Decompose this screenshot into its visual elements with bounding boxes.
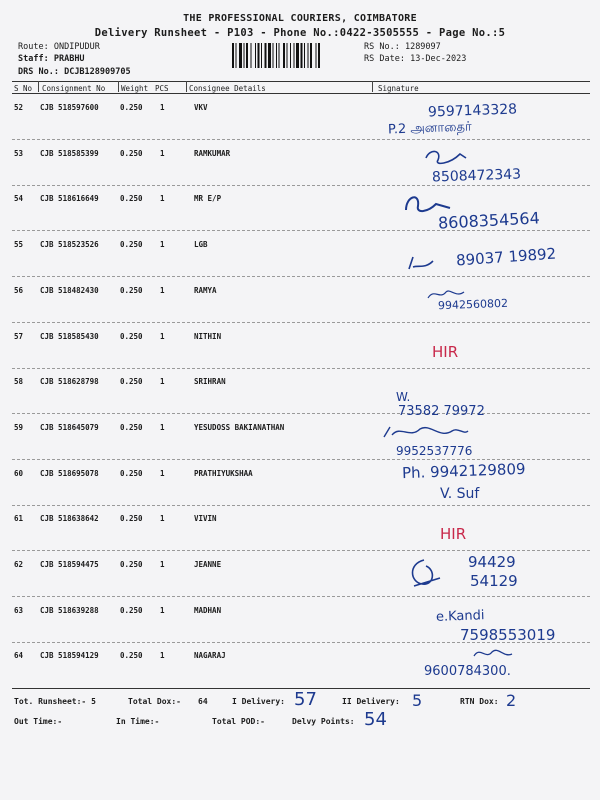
hw-r56-phone: 9942560802	[437, 296, 509, 313]
col-header-consignment: Consignment No	[42, 84, 106, 93]
col-divider	[38, 81, 39, 92]
col-header-sno: S No	[14, 84, 33, 93]
row-consignee: NAGARAJ	[194, 651, 226, 661]
row-pcs: 1	[160, 240, 165, 250]
row-separator	[12, 550, 590, 551]
row-consignee: PRATHIYUKSHAA	[194, 468, 253, 478]
hw-r59-phone: 9952537776	[396, 444, 473, 458]
row-sno: 55	[14, 240, 24, 250]
row-sno: 64	[14, 651, 24, 661]
i-delivery-label: I Delivery:	[232, 697, 285, 706]
row-weight: 0.250	[120, 148, 143, 158]
row-separator	[12, 413, 590, 414]
staff-line	[18, 54, 85, 64]
route-line	[18, 42, 100, 52]
barcode	[232, 43, 356, 68]
hw-r53-signature	[420, 146, 470, 168]
hw-r64-phone: 9600784300.	[424, 664, 511, 679]
col-divider	[186, 81, 187, 92]
row-sno: 52	[14, 103, 24, 112]
hw-r63-phone: 7598553019	[460, 626, 556, 644]
row-consignment-no: CJB 518638642	[40, 514, 99, 524]
row-consignment-no: CJB 518645079	[40, 422, 99, 432]
hw-r61-mark: HIR	[440, 525, 467, 543]
col-header-weight: Weight	[121, 84, 149, 93]
hw-r62-phone-b: 54129	[470, 572, 518, 590]
rtn-dox-label: RTN Dox:	[460, 697, 499, 706]
row-weight: 0.250	[120, 651, 143, 661]
drs-line	[18, 67, 131, 77]
row-sno: 58	[14, 377, 24, 387]
staff-value: PRABHU	[53, 54, 85, 64]
header-top-rule	[12, 81, 590, 82]
hw-r60-phone: Ph. 9942129809	[401, 459, 526, 483]
row-pcs: 1	[160, 422, 165, 432]
rs-date-line	[364, 54, 466, 64]
hw-r58-phone: 73582 79972	[398, 404, 485, 419]
row-separator	[12, 505, 590, 506]
total-pod-label: Total POD:-	[212, 717, 265, 726]
hw-r63-name: e.Kandi	[435, 608, 485, 625]
col-header-pcs: PCS	[155, 84, 169, 93]
row-consignment-no: CJB 518639288	[40, 605, 99, 615]
row-consignee: YESUDOSS BAKIANATHAN	[194, 422, 285, 432]
row-consignment-no: CJB 518594475	[40, 560, 99, 569]
rs-no-value: 1289097	[404, 42, 441, 52]
row-consignment-no: CJB 518616649	[40, 194, 99, 204]
row-consignee: LGB	[194, 240, 208, 250]
in-time-label: In Time:-	[116, 717, 160, 726]
total-dox-value: 64	[198, 697, 208, 706]
row-sno: 61	[14, 514, 24, 524]
ii-delivery-value: 5	[412, 691, 423, 710]
row-weight: 0.250	[120, 560, 143, 569]
i-delivery-value: 57	[294, 689, 317, 710]
row-weight: 0.250	[120, 285, 143, 295]
row-pcs: 1	[160, 331, 165, 341]
row-consignment-no: CJB 518585399	[40, 148, 99, 158]
hw-r54-phone: 8608354564	[437, 208, 541, 233]
col-divider	[372, 81, 373, 92]
row-separator	[12, 596, 590, 597]
row-consignee: NITHIN	[194, 331, 222, 341]
row-weight: 0.250	[120, 514, 143, 524]
row-sno: 60	[14, 468, 24, 478]
row-separator	[12, 139, 590, 140]
row-consignee: RAMYA	[194, 285, 217, 295]
row-sno: 54	[14, 194, 24, 204]
rs-date-label: RS Date:	[364, 54, 405, 64]
hw-r58-initial: W.	[396, 390, 411, 404]
row-pcs: 1	[160, 285, 165, 295]
drs-value: DCJB128909705	[64, 67, 131, 77]
row-separator	[12, 230, 590, 231]
row-weight: 0.250	[120, 605, 143, 615]
row-weight: 0.250	[120, 194, 143, 204]
ii-delivery-label: II Delivery:	[342, 697, 400, 706]
row-weight: 0.250	[120, 103, 143, 112]
col-header-consignee: Consignee Details	[189, 84, 266, 93]
row-sno: 59	[14, 422, 24, 432]
col-divider	[118, 81, 119, 92]
row-pcs: 1	[160, 148, 165, 158]
header-bottom-rule	[12, 93, 590, 94]
row-pcs: 1	[160, 377, 165, 387]
row-pcs: 1	[160, 514, 165, 524]
row-weight: 0.250	[120, 331, 143, 341]
rs-no-line	[364, 42, 441, 52]
row-consignment-no: CJB 518597600	[40, 103, 99, 112]
rtn-dox-value: 2	[506, 691, 517, 710]
runsheet-subtitle: Delivery Runsheet - P103 - Phone No.:0422-3505555 - Page No.:5	[94, 27, 506, 39]
tot-runsheet: Tot. Runsheet:- 5	[14, 697, 96, 706]
row-consignment-no: CJB 518585430	[40, 331, 99, 341]
delvy-points-label: Delvy Points:	[292, 717, 355, 726]
rs-no-label: RS No.:	[364, 42, 400, 52]
hw-r60-name: V. Suf	[440, 486, 480, 502]
row-pcs: 1	[160, 605, 165, 615]
row-sno: 53	[14, 148, 24, 158]
row-consignment-no: CJB 518523526	[40, 240, 99, 250]
hw-r59-signature	[380, 423, 470, 443]
row-weight: 0.250	[120, 468, 143, 478]
drs-label: DRS No.:	[18, 67, 59, 77]
row-pcs: 1	[160, 651, 165, 661]
route-label: Route:	[18, 42, 49, 52]
hw-r64-signature	[470, 644, 514, 664]
row-pcs: 1	[160, 103, 165, 112]
hw-r52-name: P.2 அனாதைர்	[387, 119, 472, 138]
hw-r62-phone-a: 94429	[468, 553, 516, 571]
row-weight: 0.250	[120, 240, 143, 250]
row-consignment-no: CJB 518594129	[40, 651, 99, 661]
row-sno: 56	[14, 285, 24, 295]
hw-r55-signature	[405, 253, 437, 273]
row-sno: 63	[14, 605, 24, 615]
row-separator	[12, 185, 590, 186]
row-consignee: RAMKUMAR	[194, 148, 231, 158]
col-header-signature: Signature	[378, 84, 419, 93]
rs-date-value: 13-Dec-2023	[410, 54, 467, 64]
row-weight: 0.250	[120, 422, 143, 432]
row-consignee: SRIHRAN	[194, 377, 226, 387]
hw-r57-mark: HIR	[432, 343, 459, 361]
hw-r55-phone: 89037 19892	[455, 244, 557, 270]
out-time-label: Out Time:-	[14, 717, 63, 726]
row-separator	[12, 368, 590, 369]
row-consignee: VKV	[194, 103, 208, 112]
total-dox-label: Total Dox:-	[128, 697, 181, 706]
row-pcs: 1	[160, 194, 165, 204]
row-sno: 62	[14, 560, 24, 569]
row-consignee: MR E/P	[194, 194, 222, 204]
hw-r62-signature	[404, 556, 446, 592]
hw-r52-phone: 9597143328	[427, 101, 518, 121]
hw-r53-phone: 8508472343	[431, 166, 522, 186]
row-sno: 57	[14, 331, 24, 341]
row-separator	[12, 322, 590, 323]
row-consignment-no: CJB 518482430	[40, 285, 99, 295]
route-value: ONDIPUDUR	[53, 42, 100, 52]
row-consignee: MADHAN	[194, 605, 222, 615]
row-consignee: JEANNE	[194, 560, 222, 569]
row-pcs: 1	[160, 560, 165, 569]
delvy-points-value: 54	[364, 709, 387, 730]
row-pcs: 1	[160, 468, 165, 478]
row-consignee: VIVIN	[194, 514, 217, 524]
row-consignment-no: CJB 518695078	[40, 468, 99, 478]
row-separator	[12, 276, 590, 277]
company-title: THE PROFESSIONAL COURIERS, COIMBATORE	[183, 13, 417, 24]
row-weight: 0.250	[120, 377, 143, 387]
staff-label: Staff:	[18, 54, 49, 64]
row-consignment-no: CJB 518628798	[40, 377, 99, 387]
